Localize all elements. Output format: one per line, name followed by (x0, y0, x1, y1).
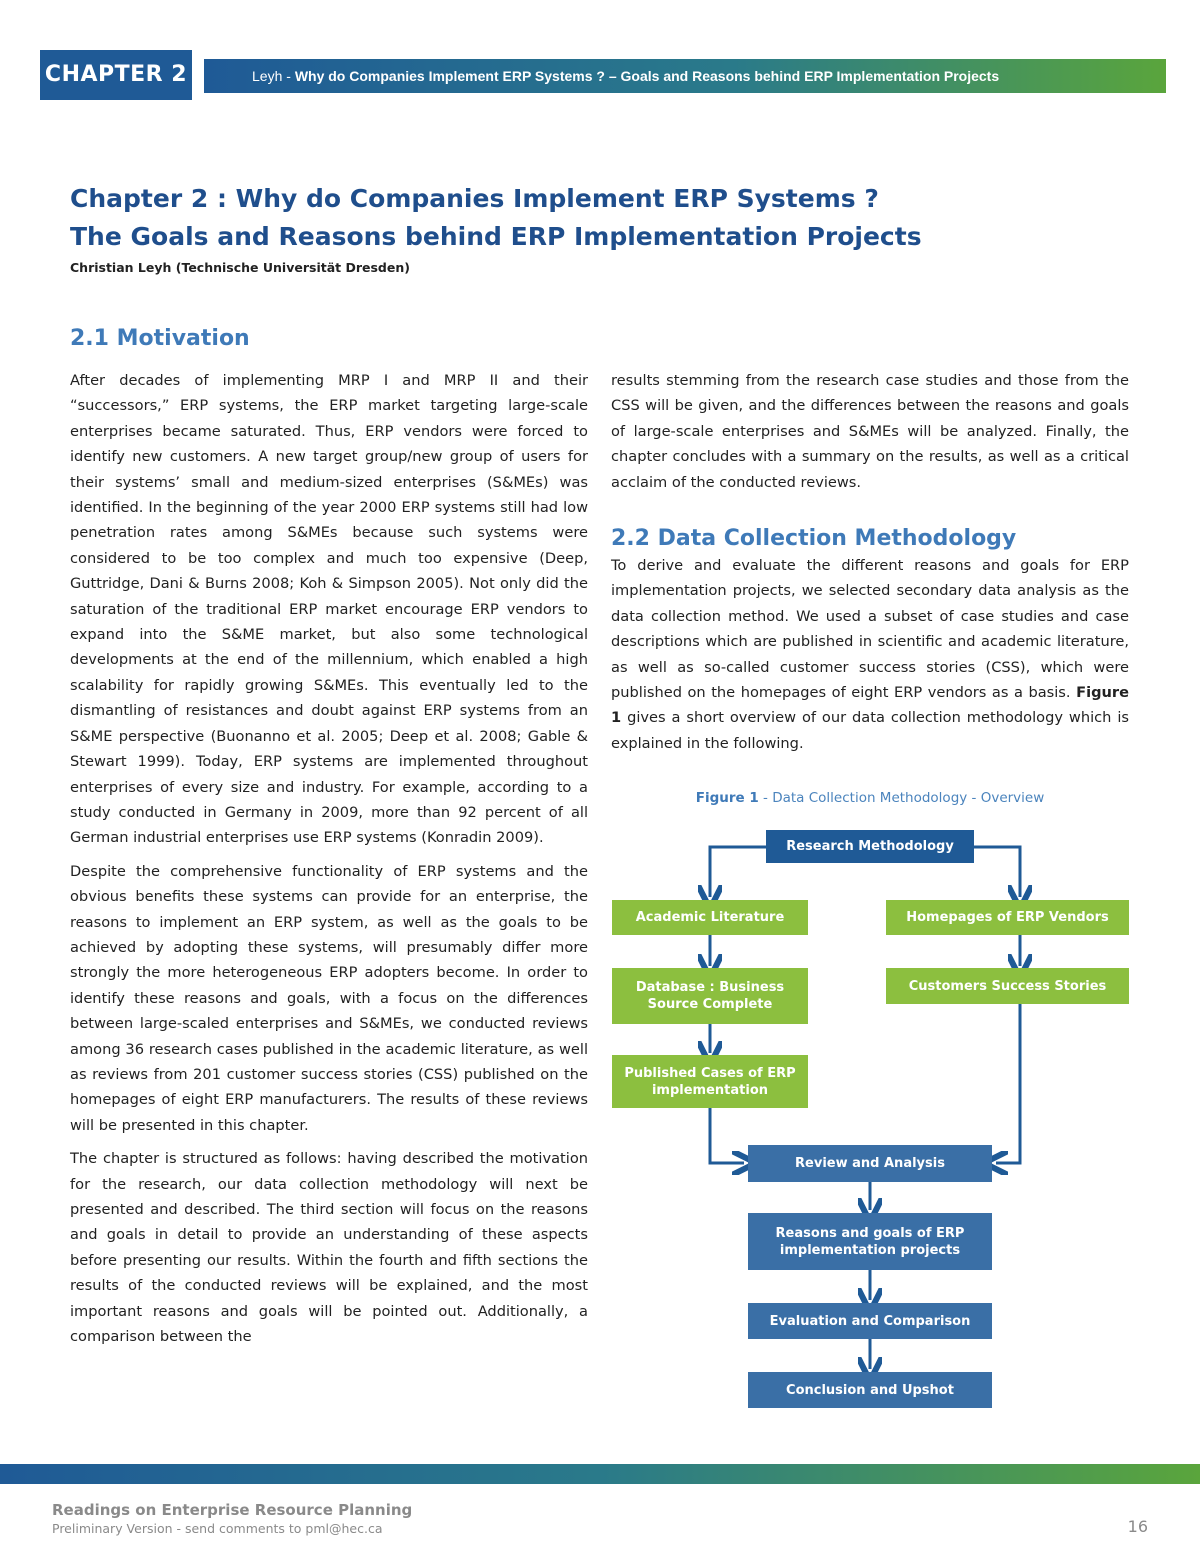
paragraph: results stemming from the research case studies and those from the CSS will be given, and the differences between the reasons and goals of large-scale enterprises and S&MEs will be analyzed. Finally, the chapter concludes with a summary on the results, as well as a critical acclaim of the conducted reviews. (611, 372, 1129, 491)
node-review-analysis: Review and Analysis (748, 1145, 992, 1182)
node-database: Database : Business Source Complete (612, 968, 808, 1024)
node-academic-literature: Academic Literature (612, 900, 808, 935)
page-number: 16 (1127, 1517, 1148, 1536)
section-heading-motivation: 2.1 Motivation (70, 326, 250, 351)
footer-bar (0, 1464, 1200, 1484)
node-homepages-erp-vendors: Homepages of ERP Vendors (886, 900, 1129, 935)
footer-book-title: Readings on Enterprise Resource Planning (52, 1501, 413, 1519)
paragraph-text: To derive and evaluate the different reasons and goals for ERP implementation projects, we selected secondary data analysis as the data collection method. We used a subset of case studies and case descriptions which are published in scientific and academic literature, as well as so-called customer success stories (CSS), which were published on the homepages of eight ERP vendors as a basis. (611, 557, 1129, 702)
footer-note: Preliminary Version - send comments to pml@hec.ca (52, 1521, 383, 1536)
chapter-title-line2: The Goals and Reasons behind ERP Implementation Projects (70, 222, 922, 251)
node-conclusion-upshot: Conclusion and Upshot (748, 1372, 992, 1408)
running-author: Leyh - (252, 68, 295, 84)
paragraph: Despite the comprehensive functionality of ERP systems and the obvious benefits these systems can provide for an enterprise, the reasons to implement an ERP system, as well as the goals to be achieved by adopting these systems, will presumably differ more strongly the more heterogeneous ERP adopters become. In order to identify these reasons and goals, with a focus on the differences between large-scaled enterprises and S&MEs, we conducted reviews among 36 research cases published in the academic literature, as well as reviews from 201 customer success stories (CSS) published on the homepages of eight ERP manufacturers. The results of these reviews will be presented in this chapter. (70, 862, 588, 1134)
node-evaluation-comparison: Evaluation and Comparison (748, 1303, 992, 1339)
paragraph-text: gives a short overview of our data collection methodology which is explained in the following. (611, 709, 1129, 752)
node-research-methodology: Research Methodology (766, 830, 974, 863)
section-heading-methodology: 2.2 Data Collection Methodology (611, 526, 1017, 551)
paragraph: After decades of implementing MRP I and MRP II and their “successors,” ERP systems, the ERP market targeting large-scale enterprises became saturated. Thus, ERP vendors were forced to identify new customers. A new target group/new group of users for their systems’ small and medium-sized enterprises (S&MEs) was identified. In the beginning of the year 2000 ERP systems still had low penetration rates among S&MEs because such systems were considered to be too complex and much too expensive (Deep, Guttridge, Dani & Burns 2008; Koh & Simpson 2005). Not only did the saturation of the traditional ERP market encourage ERP vendors to expand into the S&ME market, but also some technological developments at the end of the millennium, which enabled a high scalability for rapidly growing S&MEs. This eventually led to the dismantling of resistances and doubt against ERP systems from an S&ME perspective (Buonanno et al. 2005; Deep et al. 2008; Gable & Stewart 1999). Today, ERP systems are implemented throughout enterprises of every size and industry. For example, according to a study conducted in Germany in 2009, more than 92 percent of all German industrial enterprises use ERP systems (Konradin 2009). (70, 372, 588, 847)
figure-label: Figure 1 (695, 790, 759, 806)
chapter-title-line1: Chapter 2 : Why do Companies Implement ERP Systems ? (70, 184, 879, 213)
node-reasons-goals: Reasons and goals of ERP implementation projects (748, 1213, 992, 1270)
figure-reference: Figure 1 (611, 684, 1129, 727)
node-published-cases: Published Cases of ERP implementation (612, 1055, 808, 1108)
chapter-label: CHAPTER 2 (40, 50, 192, 100)
figure-caption-text: - Data Collection Methodology - Overview (758, 790, 1045, 806)
node-customer-success-stories: Customers Success Stories (886, 968, 1129, 1004)
running-title: Why do Companies Implement ERP Systems ? – Goals and Reasons behind ERP Implementation Projects (294, 68, 1000, 84)
author-line: Christian Leyh (Technische Universität Dresden) (70, 260, 410, 275)
arrow-right-to-review (996, 1004, 1020, 1163)
paragraph: The chapter is structured as follows: having described the motivation for the research, our data collection methodology will next be presented and described. The third section will focus on the reasons and goals in detail to provide an understanding of these aspects before presenting our results. Within the fourth and fifth sections the results of the conducted reviews will be explained, and the most important reasons and goals will be pointed out. Additionally, a comparison between the (70, 1150, 588, 1346)
arrow-to-academic (710, 847, 766, 897)
arrow-left-to-review (710, 1108, 744, 1163)
arrow-to-homepages (974, 847, 1020, 897)
